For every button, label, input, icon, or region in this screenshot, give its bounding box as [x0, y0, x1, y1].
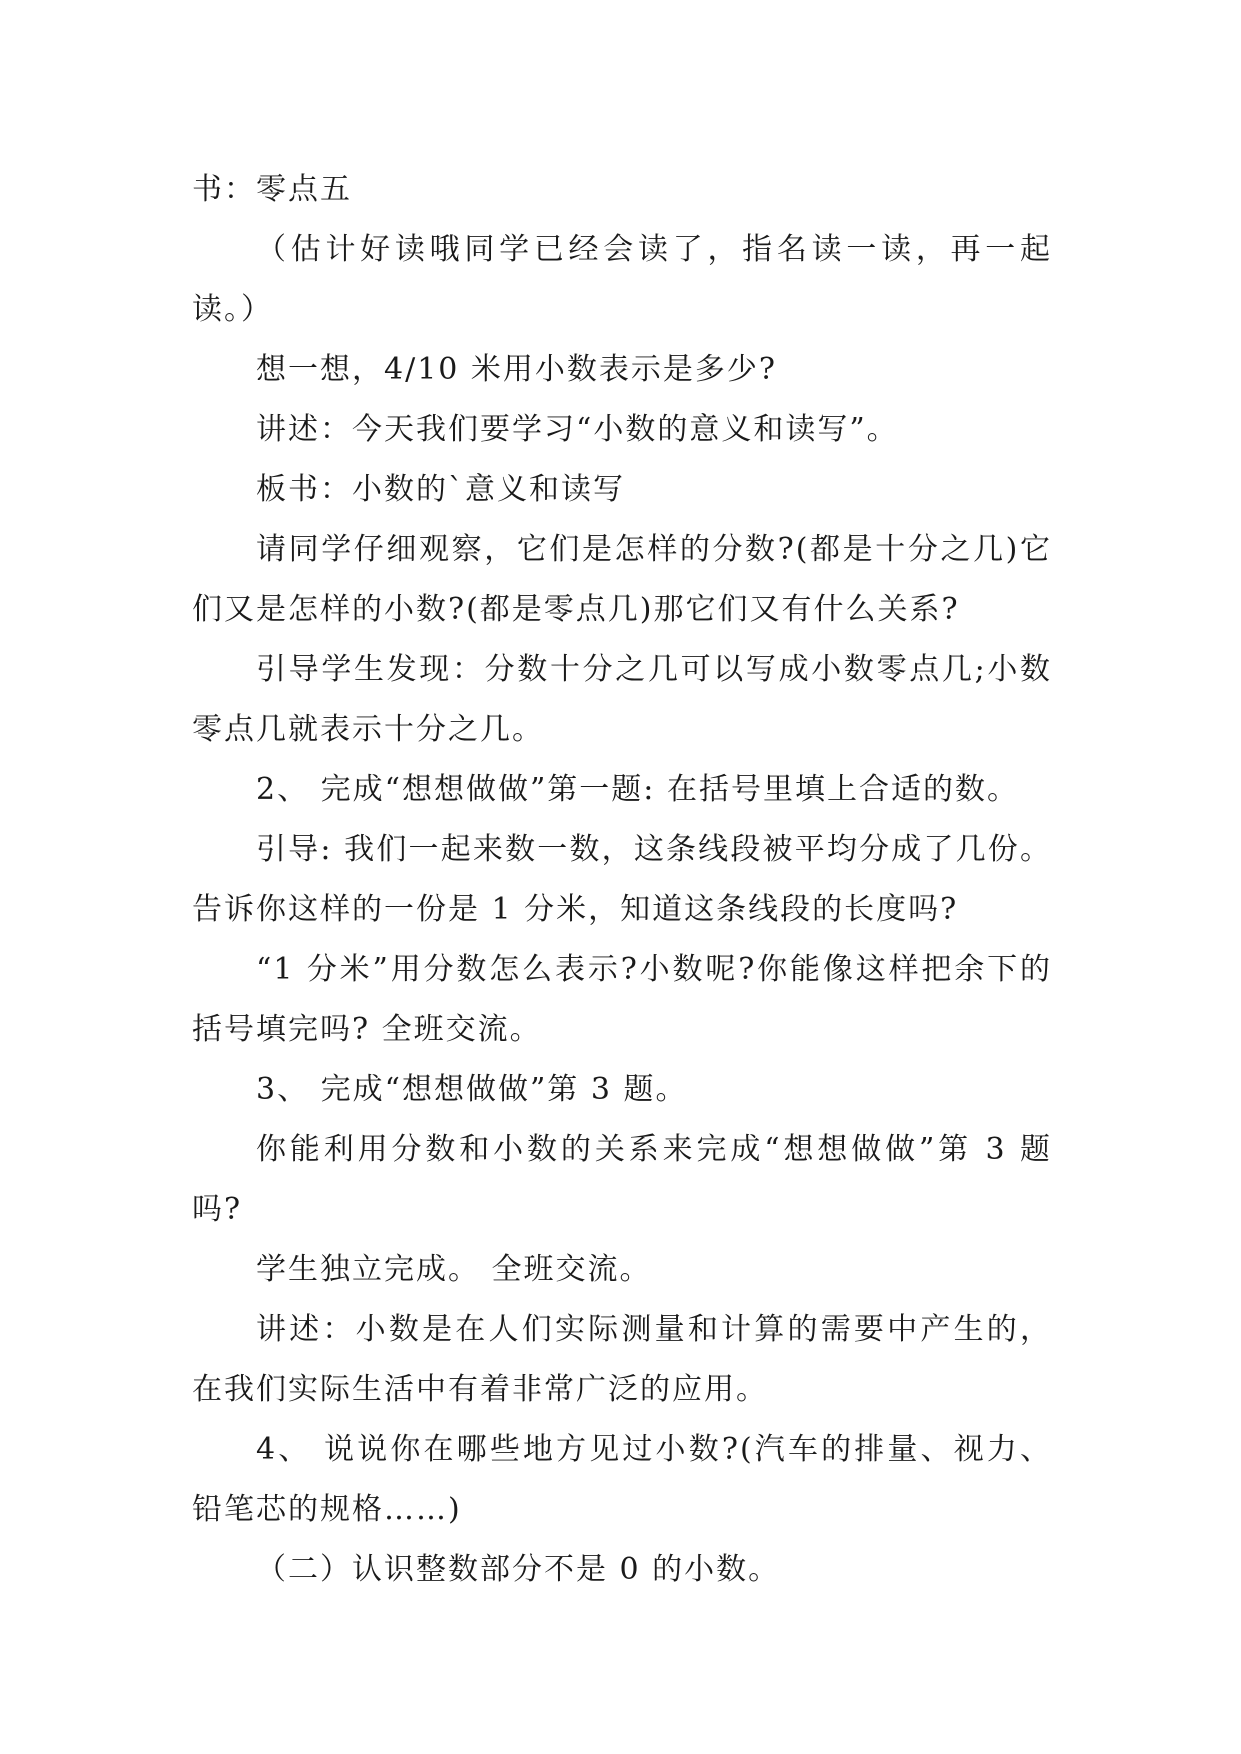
paragraph-2: （估计好读哦同学已经会读了，指名读一读，再一起读。）: [192, 232, 1052, 327]
paragraph-10: “1 分米”用分数怎么表示?小数呢?你能像这样把余下的括号填完吗? 全班交流。: [192, 952, 1052, 1047]
paragraph-16: （二）认识整数部分不是 0 的小数。: [256, 1552, 781, 1587]
document-page: [192, 160, 1052, 1600]
paragraph-13: 学生独立完成。 全班交流。: [256, 1252, 652, 1287]
paragraph-5: 板书：小数的`意义和读写: [256, 472, 625, 507]
paragraph-1: 书：零点五: [192, 172, 352, 207]
paragraph-7: 引导学生发现：分数十分之几可以写成小数零点几;小数零点几就表示十分之几。: [192, 652, 1052, 747]
paragraph-6: 请同学仔细观察，它们是怎样的分数?(都是十分之几)它们又是怎样的小数?(都是零点几)那它们又有什么关系?: [192, 532, 1052, 627]
paragraph-3: 想一想，4/10 米用小数表示是多少?: [256, 352, 777, 387]
paragraph-12: 你能利用分数和小数的关系来完成“想想做做”第 3 题吗?: [192, 1132, 1052, 1227]
paragraph-11: 3、 完成“想想做做”第 3 题。: [256, 1072, 688, 1107]
paragraph-15: 4、 说说你在哪些地方见过小数?(汽车的排量、视力、铅笔芯的规格……): [192, 1432, 1052, 1527]
paragraph-8: 2、 完成“想想做做”第一题: 在括号里填上合适的数。: [256, 772, 1019, 807]
paragraph-9: 引导: 我们一起来数一数，这条线段被平均分成了几份。告诉你这样的一份是 1 分米，知道这条线段的长度吗?: [192, 832, 1052, 927]
paragraph-4: 讲述：今天我们要学习“小数的意义和读写”。: [256, 412, 899, 447]
paragraph-14: 讲述：小数是在人们实际测量和计算的需要中产生的，在我们实际生活中有着非常广泛的应用。: [192, 1312, 1052, 1407]
